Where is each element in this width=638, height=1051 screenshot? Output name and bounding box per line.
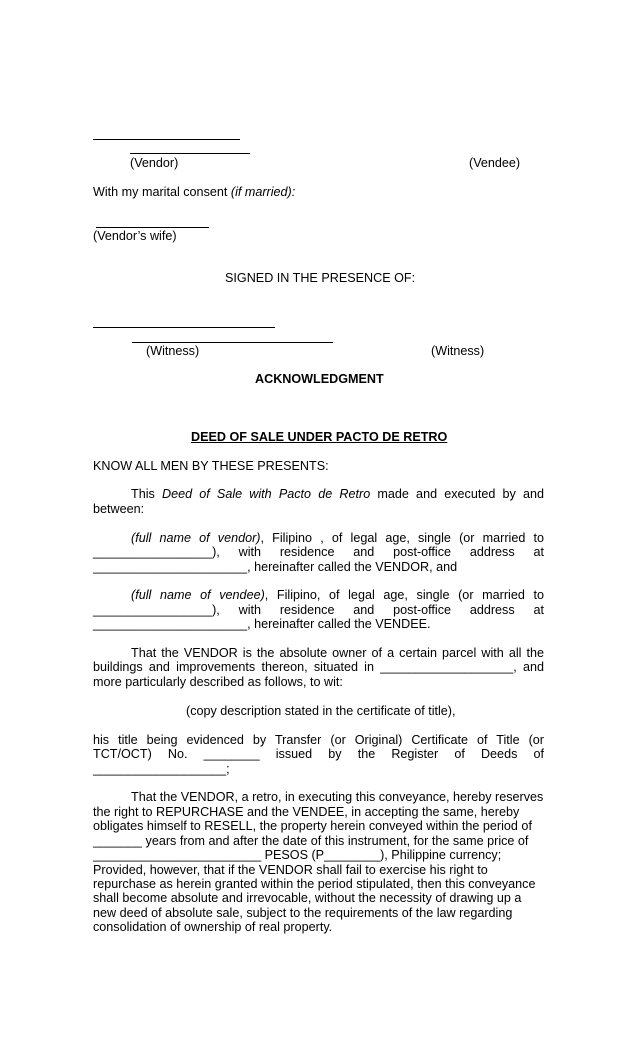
intro-paragraph-line-1: This Deed of Sale with Pacto de Retro made and executed by and	[131, 487, 545, 501]
retro-paragraph-line-3: obligates himself to RESELL, the property herein conveyed within the period of	[93, 819, 532, 833]
owner-paragraph-line-3: more particularly described as follows, to wit:	[93, 675, 343, 689]
vendor-wife-label: (Vendor’s wife)	[93, 229, 177, 243]
marital-consent-prefix: With my marital consent	[93, 185, 231, 199]
acknowledgment-heading: ACKNOWLEDGMENT	[255, 372, 384, 386]
vendee-label: (Vendee)	[469, 156, 521, 170]
retro-paragraph-line-6: Provided, however, that if the VENDOR shall fail to exercise his right to	[93, 863, 488, 877]
retro-paragraph-line-4: _______ years from and after the date of this instrument, for the same price of	[93, 834, 529, 848]
title-paragraph-line-3: ___________________;	[93, 762, 230, 776]
know-all-men-intro: KNOW ALL MEN BY THESE PRESENTS:	[93, 459, 329, 473]
deed-title: DEED OF SALE UNDER PACTO DE RETRO	[191, 430, 448, 444]
wife-signature-line	[96, 227, 209, 228]
title-paragraph-line-1: his title being evidenced by Transfer (or Original) Certificate of Title (or	[93, 733, 544, 747]
vendor-label: (Vendor)	[130, 156, 179, 170]
vendee-paragraph-line-2: _________________), with residence and post-office address at	[93, 603, 544, 617]
witness-signature-line-lower	[132, 342, 333, 343]
retro-paragraph-line-9: new deed of absolute sale, subject to the requirements of the law regarding	[93, 906, 513, 920]
marital-consent-condition: (if married):	[230, 185, 296, 199]
witness-right-label: (Witness)	[431, 344, 485, 358]
signed-in-presence-heading: SIGNED IN THE PRESENCE OF:	[225, 271, 416, 285]
intro-paragraph-line-2: between:	[93, 502, 145, 516]
vendor-paragraph-line-2: _________________), with residence and post-office address at	[93, 545, 544, 559]
marital-consent-line	[93, 185, 295, 200]
deed-name-italic: Deed of Sale with Pacto de Retro	[161, 487, 371, 501]
retro-paragraph-line-5: ________________________ PESOS (P________), Philippine currency;	[93, 848, 502, 862]
vendor-paragraph-line-3: ______________________, hereinafter called the VENDOR, and	[93, 560, 458, 574]
vendor-full-name-placeholder: (full name of vendor)	[131, 531, 261, 545]
retro-paragraph-line-8: shall become absolute and irrevocable, without the necessity of drawing up a	[93, 891, 522, 905]
retro-paragraph-line-2: the right to REPURCHASE and the VENDEE, in accepting the same, hereby	[93, 805, 520, 819]
owner-paragraph-line-2: buildings and improvements thereon, situated in ___________________, and	[93, 660, 544, 674]
witness-signature-line-upper	[93, 327, 275, 328]
vendor-paragraph-line-1: (full name of vendor), Filipino , of legal age, single (or married to	[131, 531, 544, 545]
retro-paragraph-line-10: consolidation of ownership of real property.	[93, 920, 333, 934]
witness-left-label: (Witness)	[146, 344, 200, 358]
vendee-paragraph-line-3: ______________________, hereinafter called the VENDEE.	[93, 617, 431, 631]
vendee-full-name-placeholder: (full name of vendee)	[131, 588, 265, 602]
copy-description-instruction: (copy description stated in the certificate of title),	[186, 704, 456, 718]
retro-paragraph-line-7: repurchase as herein granted within the period stipulated, then this conveyance	[93, 877, 536, 891]
vendee-paragraph-line-1: (full name of vendee), Filipino, of legal age, single (or married to	[131, 588, 545, 602]
vendor-signature-line-upper	[93, 139, 240, 140]
title-paragraph-line-2: TCT/OCT) No. ________ issued by the Register of Deeds of	[93, 747, 544, 761]
owner-paragraph-line-1: That the VENDOR is the absolute owner of a certain parcel with all the	[131, 646, 544, 660]
vendor-signature-line-lower	[130, 153, 250, 154]
retro-paragraph-line-1: That the VENDOR, a retro, in executing this conveyance, hereby reserves	[131, 790, 544, 804]
